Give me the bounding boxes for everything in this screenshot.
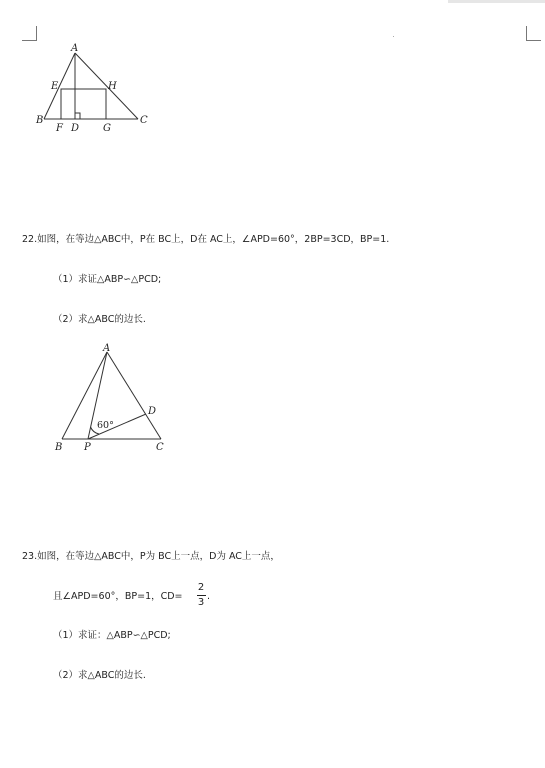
figure22-label-p: P <box>84 442 91 453</box>
figure22-angle-label: 60° <box>97 420 114 431</box>
q23-condition <box>53 591 183 603</box>
scroll-shadow <box>448 0 545 3</box>
page-corner-mark-left <box>22 26 37 41</box>
figure-triangle-rectangle <box>30 40 160 135</box>
q23-fraction-bar <box>197 595 206 596</box>
figure1-label-g: G <box>103 123 111 134</box>
q23-condition-suffix: . <box>207 591 211 602</box>
figure22-label-c: C <box>156 442 164 453</box>
figure1-label-c: C <box>140 115 148 126</box>
q23-part1: （1）求证：△ABP∽△PCD; <box>53 630 171 641</box>
q23-stem: 23.如图，在等边△ABC中，P为 BC上一点，D为 AC上一点， <box>22 551 280 562</box>
figure1-label-d: D <box>71 123 80 134</box>
figure-equilateral-triangle-22 <box>50 342 175 457</box>
figure1-label-h: H <box>108 81 117 92</box>
figure1-label-b: B <box>36 115 44 126</box>
q23-fraction-denominator: 3 <box>197 597 205 608</box>
q22-stem: 22.如图，在等边△ABC中，P在 BC上，D在 AC上，∠APD=60°，2BP=3CD，BP=1. <box>22 234 390 245</box>
page-speck <box>393 36 394 37</box>
figure1-label-e: E <box>51 81 59 92</box>
figure22-label-a: A <box>103 343 111 354</box>
figure22-label-d: D <box>148 406 157 417</box>
page-corner-mark-right <box>526 26 541 41</box>
q22-part1: （1）求证△ABP∽△PCD; <box>53 274 162 285</box>
q23-condition-prefix: 且∠APD=60°，BP=1，CD= <box>53 591 183 602</box>
q23-fraction-numerator: 2 <box>197 582 205 593</box>
figure1-label-a: A <box>71 43 79 54</box>
figure1-label-f: F <box>56 123 63 134</box>
q22-part2: （2）求△ABC的边长. <box>53 314 146 325</box>
q23-part2: （2）求△ABC的边长. <box>53 670 146 681</box>
figure22-label-b: B <box>55 442 63 453</box>
